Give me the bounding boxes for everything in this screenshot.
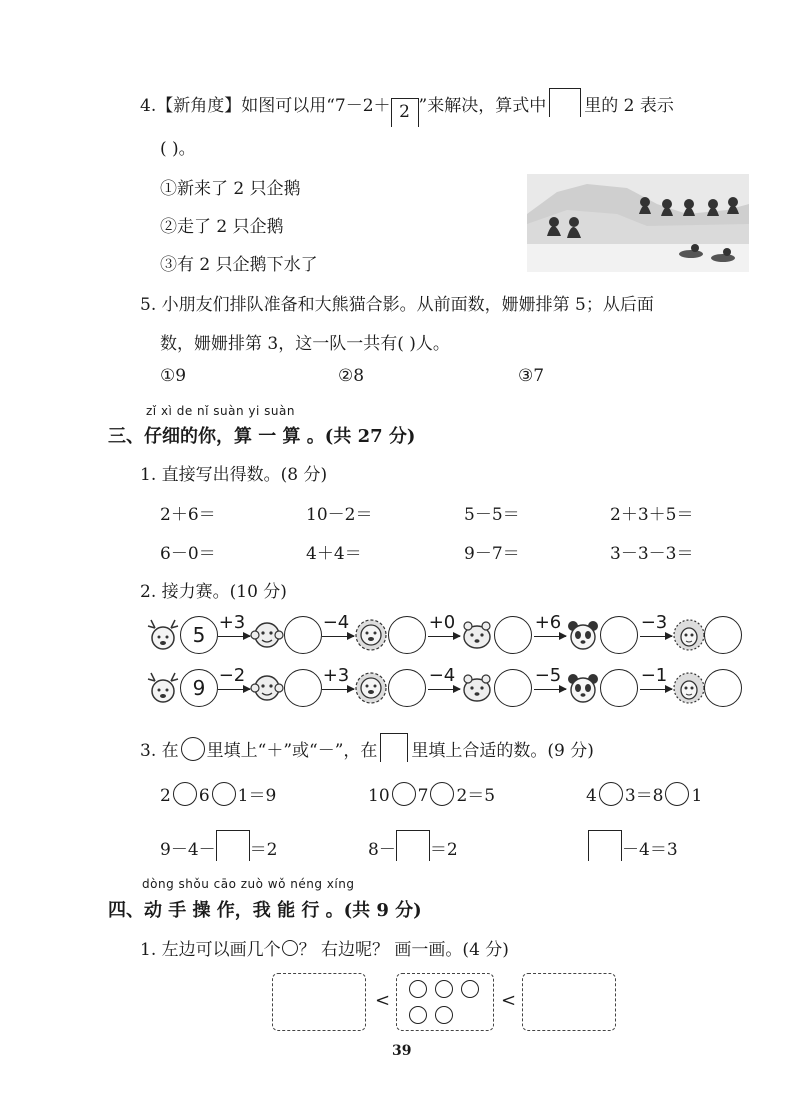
op-circle[interactable] (392, 782, 416, 806)
monkey-icon (250, 671, 284, 705)
relay-op: −5 (534, 665, 562, 686)
q5-option-2[interactable]: ②8 (338, 366, 365, 386)
calc-6[interactable]: 4＋4＝ (306, 544, 362, 564)
op-circle[interactable] (173, 782, 197, 806)
fill-1: 2 6 1＝9 (160, 781, 276, 806)
less-than-1: < (375, 990, 391, 1011)
relay-answer-circle[interactable] (388, 669, 426, 707)
box-symbol (380, 733, 408, 762)
drawn-circle (435, 980, 453, 998)
fill-5: 8－ ＝2 (368, 830, 458, 861)
q5-option-3[interactable]: ③7 (518, 366, 545, 386)
relay-answer-circle[interactable] (388, 616, 426, 654)
q4-option-3[interactable]: ③有 2 只企鹅下水了 (160, 255, 318, 275)
relay-answer-circle[interactable] (494, 616, 532, 654)
calc-3[interactable]: 5－5＝ (464, 505, 520, 525)
number-box[interactable] (396, 830, 430, 861)
panda-icon (566, 618, 600, 652)
q4-stem-a: 4.【新角度】如图可以用“7－2＋ (140, 96, 391, 116)
relay-op: −4 (428, 665, 456, 686)
panda-icon (566, 671, 600, 705)
relay-op: −3 (640, 612, 668, 633)
calc-2[interactable]: 10－2＝ (306, 505, 373, 525)
sec4-pinyin: dòng shǒu cāo zuò wǒ néng xíng (142, 877, 355, 891)
hamster-icon (460, 671, 494, 705)
less-than-2: < (501, 990, 517, 1011)
op-circle[interactable] (665, 782, 689, 806)
fill-6: －4＝3 (588, 830, 678, 861)
relay-op: −4 (322, 612, 350, 633)
circle-symbol (181, 737, 205, 761)
sec3-p1-title: 1. 直接写出得数。(8 分) (140, 465, 328, 485)
relay-answer-circle[interactable] (704, 616, 742, 654)
hamster-icon (460, 618, 494, 652)
relay-op: −1 (640, 665, 668, 686)
number-box[interactable] (216, 830, 250, 861)
arrow (322, 636, 354, 637)
lion-icon (354, 618, 388, 652)
arrow (218, 636, 250, 637)
calc-5[interactable]: 6－0＝ (160, 544, 216, 564)
arrow (428, 636, 460, 637)
lion-icon (354, 671, 388, 705)
sheep-icon (672, 671, 706, 705)
arrow (534, 689, 566, 690)
arrow (640, 689, 672, 690)
relay-start-circle: 5 (180, 616, 218, 654)
op-circle[interactable] (599, 782, 623, 806)
arrow (428, 689, 460, 690)
relay-op: +0 (428, 612, 456, 633)
deer-icon (146, 618, 180, 652)
sec4-title: 四、动 手 操 作，我 能 行 。(共 9 分) (108, 900, 422, 921)
deer-icon (146, 671, 180, 705)
arrow (218, 689, 250, 690)
sec3-p2-title: 2. 接力赛。(10 分) (140, 582, 287, 602)
penguin-illustration (527, 174, 749, 272)
q5-line-2[interactable]: 数，姗姗排第 3，这一队一共有( )人。 (160, 334, 450, 354)
calc-1[interactable]: 2＋6＝ (160, 505, 216, 525)
drawn-circle (435, 1006, 453, 1024)
circle-symbol (282, 940, 298, 956)
relay-answer-circle[interactable] (494, 669, 532, 707)
page-number: 39 (392, 1043, 412, 1059)
calc-8[interactable]: 3－3－3＝ (610, 544, 694, 564)
relay-op: +6 (534, 612, 562, 633)
q5-line-1: 5. 小朋友们排队准备和大熊猫合影。从前面数，姗姗排第 5；从后面 (140, 295, 654, 315)
answer-box-filled: 2 (391, 98, 419, 127)
monkey-icon (250, 618, 284, 652)
fill-3: 4 3＝8 1 (586, 781, 702, 806)
sheep-icon (672, 618, 706, 652)
op-circle[interactable] (212, 782, 236, 806)
relay-op: −2 (218, 665, 246, 686)
left-draw-box[interactable] (272, 973, 366, 1031)
arrow (322, 689, 354, 690)
calc-7[interactable]: 9－7＝ (464, 544, 520, 564)
drawn-circle (409, 980, 427, 998)
q4-option-2[interactable]: ②走了 2 只企鹅 (160, 217, 284, 237)
relay-answer-circle[interactable] (600, 616, 638, 654)
relay-start-circle: 9 (180, 669, 218, 707)
relay-op: +3 (218, 612, 246, 633)
fill-2: 10 7 2＝5 (368, 781, 495, 806)
relay-op: +3 (322, 665, 350, 686)
right-draw-box[interactable] (522, 973, 616, 1031)
op-circle[interactable] (430, 782, 454, 806)
q5-option-1[interactable]: ①9 (160, 366, 187, 386)
calc-4[interactable]: 2＋3＋5＝ (610, 505, 694, 525)
sec3-pinyin: zǐ xì de nǐ suàn yi suàn (146, 404, 295, 418)
relay-answer-circle[interactable] (704, 669, 742, 707)
q4-stem-c: 里的 2 表示 (584, 96, 674, 116)
q4-line (140, 88, 674, 127)
q4-paren[interactable]: ( )。 (160, 139, 196, 159)
relay-answer-circle[interactable] (600, 669, 638, 707)
drawn-circle (409, 1006, 427, 1024)
sec4-p1-title: 1. 左边可以画几个 ？ 右边呢？ 画一画。(4 分) (140, 940, 509, 960)
q4-stem-b: ”来解决，算式中 (418, 96, 547, 116)
arrow (640, 636, 672, 637)
answer-box-empty (549, 88, 581, 117)
number-box[interactable] (588, 830, 622, 861)
drawn-circle (461, 980, 479, 998)
arrow (534, 636, 566, 637)
sec3-title: 三、仔细的你，算 一 算 。(共 27 分) (108, 426, 416, 447)
q4-option-1[interactable]: ①新来了 2 只企鹅 (160, 179, 301, 199)
fill-4: 9－4－ ＝2 (160, 830, 277, 861)
sec3-p3-title: 3. 在 里填上“＋”或“－”，在 里填上合适的数。(9 分) (140, 733, 594, 762)
